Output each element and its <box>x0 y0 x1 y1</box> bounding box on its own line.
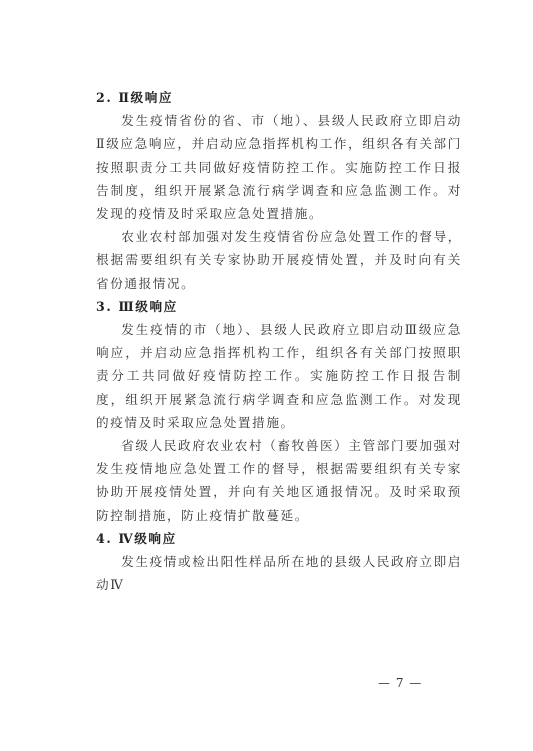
paragraph-level-4-response: 发生疫情或检出阳性样品所在地的县级人民政府立即启动Ⅳ <box>96 554 462 593</box>
document-body <box>96 86 462 596</box>
page-number: — 7 — <box>378 676 423 690</box>
paragraph-level-2-response: 发生疫情省份的省、市（地）、县级人民政府立即启动Ⅱ级应急响应，并启动应急指挥机构工作，组织各有关部门按照职责分工共同做好疫情防控工作。实施防控工作日报告制度，组织开展紧急流行病学调查和应急监测工作。对发现的疫情及时采取应急处置措施。 <box>96 113 462 222</box>
section-heading-level-2: 2. Ⅱ级响应 <box>96 90 174 105</box>
section-heading-level-4: 4. Ⅳ级响应 <box>96 530 177 546</box>
paragraph-provincial-supervision: 省级人民政府农业农村（畜牧兽医）主管部门要加强对发生疫情地应急处置工作的督导，根据需要组织有关专家协助开展疫情处置，并向有关地区通报情况。及时采取预防控制措施，防止疫情扩散蔓延。 <box>96 438 462 523</box>
paragraph-ministry-supervision: 农业农村部加强对发生疫情省份应急处置工作的督导，根据需要组织有关专家协助开展疫情处置，并及时向有关省份通报情况。 <box>96 229 462 291</box>
paragraph-level-3-response: 发生疫情的市（地）、县级人民政府立即启动Ⅲ级应急响应，并启动应急指挥机构工作，组织各有关部门按照职责分工共同做好疫情防控工作。实施防控工作日报告制度，组织开展紧急流行病学调查和应急监测工作。对发现的疫情及时采取应急处置措施。 <box>96 322 462 430</box>
section-heading-level-3: 3. Ⅲ级响应 <box>96 298 178 314</box>
